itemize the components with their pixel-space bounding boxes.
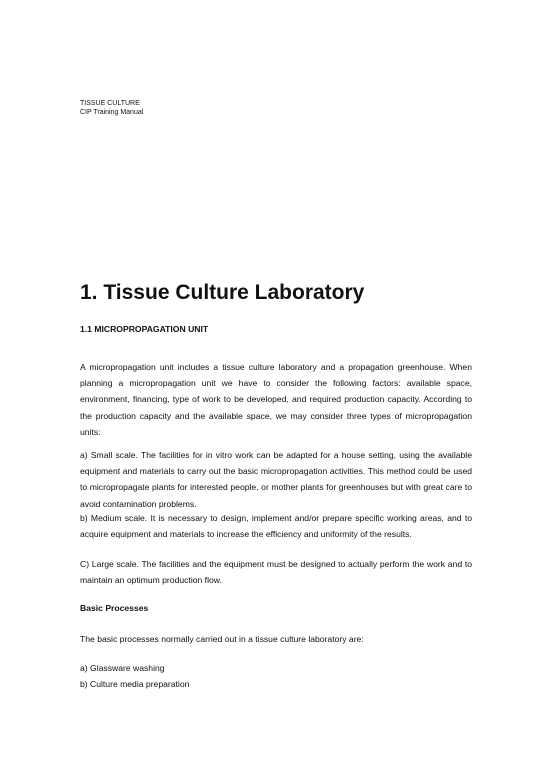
chapter-title: 1. Tissue Culture Laboratory [80, 281, 365, 304]
paragraph-intro: A micropropagation unit includes a tissue culture laboratory and a propagation greenhouse. When planning a micropropagation unit we have to consider the following factors: available space, environment, financing, type of work to be developed, and required production capacity. According to the production capacity and the available space, we may consider three types of micropropagation units: [80, 362, 472, 437]
process-list [80, 661, 189, 692]
section-heading: 1.1 MICROPROPAGATION UNIT [80, 324, 209, 334]
basic-processes-intro: The basic processes normally carried out in a tissue culture laboratory are: [80, 634, 364, 644]
paragraph-medium-scale: b) Medium scale. It is necessary to design, implement and/or prepare specific working areas, and to acquire equipment and materials to increase the efficiency and uniformity of the results. [80, 513, 472, 540]
list-item: a) Glassware washing [80, 663, 165, 673]
header-line-tissue-culture: TISSUE CULTURE [80, 100, 140, 107]
list-item: b) Culture media preparation [80, 678, 190, 689]
header-line-manual: CIP Training Manual [80, 109, 144, 116]
paragraph-large-scale: C) Large scale. The facilities and the equipment must be designed to actually perform the work and to maintain an optimum production flow. [80, 559, 472, 586]
basic-processes-heading: Basic Processes [80, 603, 149, 613]
running-header [80, 99, 143, 117]
paragraph-small-scale: a) Small scale. The facilities for in vitro work can be adapted for a house setting, using the available equipment and materials to carry out the basic micropropagation activities. This method could be used to micropropagate plants for interested people, or mother plants for greenhouses but with great care to avoid contamination problems. [80, 450, 472, 509]
